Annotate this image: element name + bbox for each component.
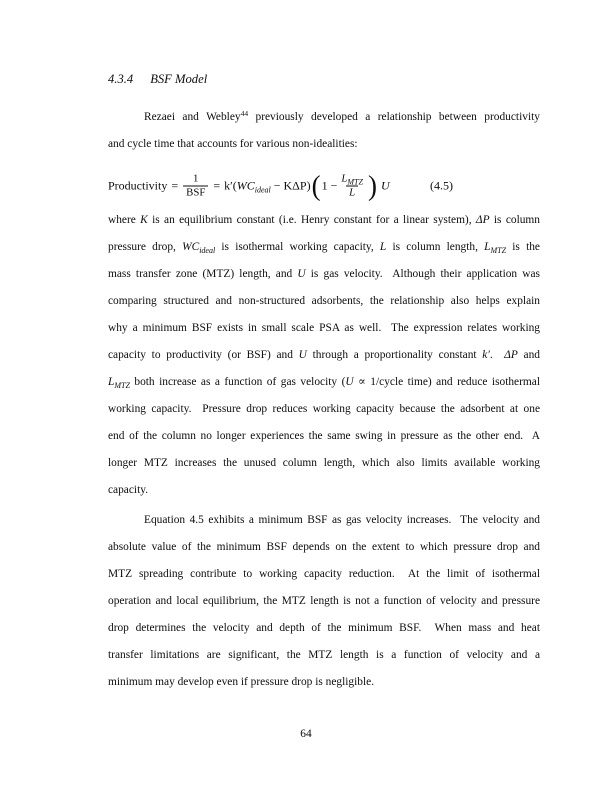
- fraction-denominator: BSF: [183, 186, 208, 200]
- text-run: is gas velocity. Although their application was: [305, 268, 540, 280]
- text-run: is isothermal working capacity,: [215, 241, 380, 253]
- text-run: ΔP: [504, 349, 518, 361]
- text-run: previously developed a relationship between productivity: [248, 111, 540, 123]
- text-run: k′(: [224, 178, 237, 193]
- text-line: [108, 342, 540, 369]
- text-run: minimum may develop even if pressure drop is negligible.: [108, 676, 375, 688]
- text-run: capacity to productivity (or BSF) and: [108, 349, 299, 361]
- text-run: L: [484, 241, 491, 253]
- section-title: BSF Model: [150, 72, 208, 86]
- text-run: operation and local equilibrium, the MTZ length is not a function of velocity and pressure: [108, 595, 540, 607]
- equals-sign: =: [171, 178, 179, 193]
- text-run: where: [108, 214, 141, 226]
- text-line: [108, 669, 540, 696]
- equation-number: (4.5): [430, 178, 453, 193]
- text-line: [108, 131, 540, 158]
- text-run: both increase as a function of gas velocity (: [129, 376, 346, 388]
- text-run: capacity.: [108, 484, 149, 496]
- text-run: WC: [236, 178, 255, 193]
- text-run: ideal: [254, 185, 271, 194]
- text-line: [108, 207, 540, 234]
- text-line: [108, 104, 540, 131]
- text-run: is column length,: [386, 241, 485, 253]
- text-run: U: [298, 349, 307, 361]
- text-run: through a proportionality constant: [306, 349, 483, 361]
- equation-4-5: [108, 165, 540, 207]
- velocity-variable: U: [380, 178, 390, 193]
- fraction-numerator: 1: [193, 172, 199, 185]
- text-line: [108, 234, 540, 261]
- equation-term-working-capacity: [224, 179, 310, 194]
- text-line: [108, 477, 540, 504]
- equation-formula: [108, 169, 390, 202]
- text-line: [108, 507, 540, 534]
- text-run: WC: [182, 241, 200, 253]
- open-paren: (: [311, 169, 321, 202]
- text-line: [108, 261, 540, 288]
- text-line: [108, 315, 540, 342]
- text-run: U: [345, 376, 354, 388]
- text-run: drop determines the velocity and depth of the minimum BSF. When mass and heat: [108, 622, 540, 634]
- page-content: [108, 0, 540, 696]
- equals-sign: =: [213, 178, 221, 193]
- text-run: Rezaei and Webley: [144, 111, 241, 123]
- page-number: 64: [300, 728, 312, 740]
- text-line: [108, 396, 540, 423]
- text-line: [108, 615, 540, 642]
- text-run: is the: [506, 241, 540, 253]
- text-run: is column: [489, 214, 540, 226]
- fraction-numerator: [338, 173, 366, 186]
- text-run: 44: [240, 108, 249, 118]
- text-run: mass transfer zone (MTZ) length, and: [108, 268, 298, 280]
- section-number: 4.3.4: [108, 72, 134, 86]
- text-run: pressure drop,: [108, 241, 183, 253]
- one-minus-term: 1 −: [321, 178, 338, 193]
- text-run: end of the column no longer experiences the same swing in pressure as the other end. A: [108, 430, 540, 442]
- text-run: .: [489, 349, 505, 361]
- text-line: [108, 369, 540, 396]
- text-line: [108, 588, 540, 615]
- text-run: MTZ: [490, 245, 507, 255]
- text-run: is an equilibrium constant (i.e. Henry constant for a linear system),: [147, 214, 476, 226]
- text-run: absolute value of the minimum BSF depends on the extent to which pressure drop and: [108, 541, 540, 553]
- text-run: MTZ: [347, 177, 363, 186]
- text-line: [108, 450, 540, 477]
- text-run: why a minimum BSF exists in small scale PSA as well. The expression relates working: [108, 322, 540, 334]
- text-run: comparing structured and non-structured adsorbents, the relationship also helps explain: [108, 295, 540, 307]
- text-run: U: [297, 268, 306, 280]
- section-heading: [108, 66, 540, 93]
- fraction-denominator: L: [346, 186, 358, 200]
- text-run: longer MTZ increases the unused column length, which also limits available working: [108, 457, 540, 469]
- text-run: L: [341, 172, 348, 185]
- paragraph-variable-definitions: [108, 207, 540, 504]
- text-run: L: [379, 241, 387, 253]
- text-run: − KΔP): [270, 178, 311, 193]
- close-paren: ): [367, 169, 377, 202]
- text-run: L: [108, 376, 115, 388]
- text-line: [108, 642, 540, 669]
- text-run: Equation 4.5 exhibits a minimum BSF as gas velocity increases. The velocity and: [144, 514, 540, 526]
- fraction-one-over-bsf: [183, 173, 208, 200]
- text-line: [108, 423, 540, 450]
- text-run: MTZ: [114, 380, 130, 390]
- paragraph-intro: [108, 104, 540, 158]
- text-run: ∝ 1/cycle time) and reduce isothermal: [353, 376, 540, 388]
- text-run: K: [140, 214, 148, 226]
- fraction-lmtz-over-l: [338, 173, 366, 200]
- text-run: ΔP: [475, 214, 490, 226]
- text-run: and: [517, 349, 540, 361]
- text-run: working capacity. Pressure drop reduces working capacity because the adsorbent at one: [108, 403, 540, 415]
- text-run: MTZ spreading contribute to working capacity reduction. At the limit of isothermal: [108, 568, 540, 580]
- paragraph-minimum-bsf: [108, 507, 540, 696]
- text-line: [108, 534, 540, 561]
- text-run: and cycle time that accounts for various non-idealities:: [108, 138, 358, 150]
- text-run: k′: [482, 349, 490, 361]
- text-run: transfer limitations are significant, the MTZ length is a function of velocity and a: [108, 649, 540, 661]
- equation-lhs: Productivity: [108, 178, 168, 193]
- text-run: ideal: [199, 245, 216, 255]
- text-line: [108, 288, 540, 315]
- text-line: [108, 561, 540, 588]
